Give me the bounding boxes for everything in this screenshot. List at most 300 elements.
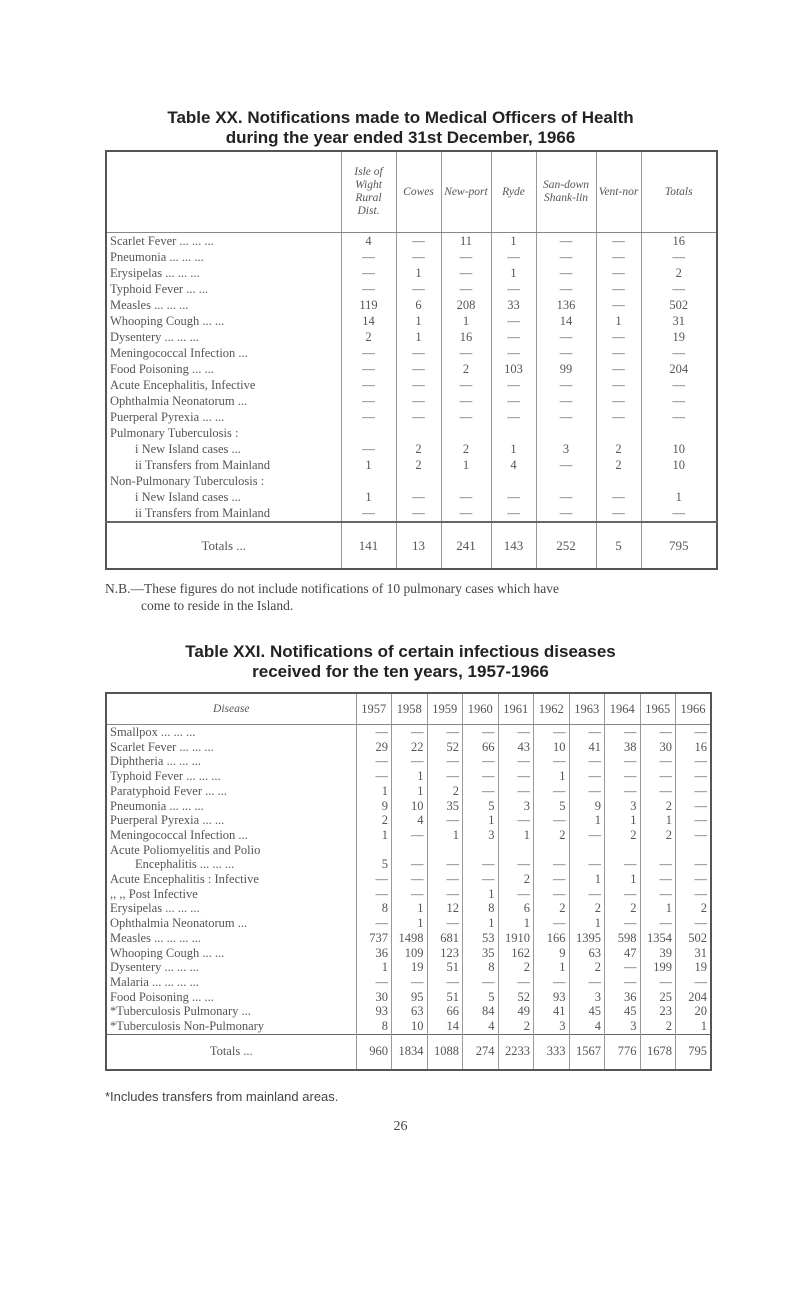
title-line: Table XX. Notifications made to Medical Officers of Health	[167, 108, 634, 127]
cell-value	[640, 843, 676, 858]
total-value: 1567	[569, 1034, 605, 1070]
table-row	[106, 769, 711, 784]
cell-value: 1	[676, 1019, 712, 1034]
row-label: ,, ,, Post Infective	[110, 886, 198, 901]
column-header: Vent-nor	[596, 151, 641, 233]
cell-value: —	[356, 725, 392, 740]
cell-value: 2	[441, 361, 491, 377]
cell-value: 10	[641, 457, 717, 473]
column-header: Totals	[641, 151, 717, 233]
table20-title	[0, 108, 801, 148]
cell-value: —	[396, 505, 441, 522]
cell-value: 1	[356, 784, 392, 799]
column-header: 1960	[463, 693, 499, 725]
cell-value: —	[569, 828, 605, 843]
cell-value: 2	[640, 1019, 676, 1034]
cell-value: —	[341, 249, 396, 265]
table-row	[106, 1019, 711, 1034]
cell-value: 1	[491, 441, 536, 457]
cell-value	[396, 425, 441, 441]
total-value: 1834	[392, 1034, 428, 1070]
table-row	[106, 505, 717, 522]
row-label: i New Island cases ...	[135, 490, 241, 504]
cell-value	[392, 843, 428, 858]
row-label: Meningococcal Infection ...	[110, 827, 248, 842]
cell-value: 10	[641, 441, 717, 457]
cell-value	[536, 425, 596, 441]
cell-value: —	[356, 872, 392, 887]
total-value: 274	[463, 1034, 499, 1070]
row-label: Acute Poliomyelitis and Polio	[110, 842, 261, 857]
cell-value: 737	[356, 931, 392, 946]
cell-value: 1	[392, 784, 428, 799]
cell-value: 49	[498, 1004, 534, 1019]
cell-value: —	[676, 857, 712, 872]
cell-value: —	[676, 916, 712, 931]
cell-value: 3	[536, 441, 596, 457]
column-header: 1961	[498, 693, 534, 725]
cell-value: —	[356, 916, 392, 931]
cell-value: 30	[356, 990, 392, 1005]
cell-value	[427, 843, 463, 858]
cell-value: —	[569, 975, 605, 990]
table-row	[106, 725, 711, 740]
cell-value: —	[356, 887, 392, 902]
column-header: Disease	[106, 693, 356, 725]
cell-value: 84	[463, 1004, 499, 1019]
table-row	[106, 946, 711, 961]
cell-value: —	[491, 377, 536, 393]
table-row	[106, 233, 717, 250]
cell-value: 204	[676, 990, 712, 1005]
cell-value: —	[534, 754, 570, 769]
cell-value: 1	[396, 265, 441, 281]
footnote: *Includes transfers from mainland areas.	[105, 1089, 339, 1104]
cell-value: —	[341, 441, 396, 457]
row-label: Non-Pulmonary Tuberculosis :	[110, 474, 265, 488]
cell-value: 1	[498, 916, 534, 931]
cell-value: 51	[427, 960, 463, 975]
table-row	[106, 281, 717, 297]
column-header: 1964	[605, 693, 641, 725]
cell-value: —	[536, 393, 596, 409]
cell-value: 2	[596, 457, 641, 473]
cell-value: —	[676, 754, 712, 769]
cell-value: —	[536, 249, 596, 265]
cell-value: —	[341, 377, 396, 393]
cell-value: 2	[605, 828, 641, 843]
cell-value: —	[341, 281, 396, 297]
column-header: New-port	[441, 151, 491, 233]
cell-value: —	[396, 249, 441, 265]
cell-value: 16	[641, 233, 717, 250]
table-row	[106, 297, 717, 313]
cell-value: —	[498, 857, 534, 872]
cell-value: —	[392, 754, 428, 769]
cell-value: —	[536, 377, 596, 393]
cell-value: —	[498, 887, 534, 902]
cell-value: 95	[392, 990, 428, 1005]
cell-value: 43	[498, 740, 534, 755]
cell-value: —	[498, 975, 534, 990]
cell-value: —	[441, 265, 491, 281]
cell-value: 23	[640, 1004, 676, 1019]
cell-value: 1	[392, 916, 428, 931]
row-label: Encephalitis ... ... ...	[135, 857, 235, 872]
cell-value: —	[392, 872, 428, 887]
cell-value: 208	[441, 297, 491, 313]
cell-value: 19	[641, 329, 717, 345]
cell-value: 166	[534, 931, 570, 946]
cell-value: —	[676, 887, 712, 902]
cell-value: —	[536, 281, 596, 297]
table-row	[106, 916, 711, 931]
cell-value: —	[498, 754, 534, 769]
cell-value: 1	[641, 489, 717, 505]
cell-value: 16	[676, 740, 712, 755]
cell-value: —	[463, 857, 499, 872]
row-label: Dysentery ... ... ...	[110, 960, 199, 975]
cell-value: —	[392, 975, 428, 990]
table-row	[106, 489, 717, 505]
row-label: Pneumonia ... ... ...	[110, 798, 204, 813]
cell-value: —	[640, 916, 676, 931]
cell-value: —	[534, 975, 570, 990]
cell-value: 119	[341, 297, 396, 313]
cell-value: —	[641, 409, 717, 425]
cell-value: —	[396, 345, 441, 361]
cell-value: —	[605, 975, 641, 990]
row-label: Ophthalmia Neonatorum ...	[110, 394, 248, 408]
cell-value: 2	[605, 901, 641, 916]
cell-value: 1	[356, 828, 392, 843]
cell-value: —	[392, 887, 428, 902]
table-row	[106, 377, 717, 393]
cell-value: —	[640, 784, 676, 799]
cell-value: 47	[605, 946, 641, 961]
cell-value: —	[641, 505, 717, 522]
cell-value: —	[427, 857, 463, 872]
cell-value: —	[605, 857, 641, 872]
cell-value: 1	[498, 828, 534, 843]
cell-value: 3	[534, 1019, 570, 1034]
table-row	[106, 473, 717, 489]
cell-value: —	[341, 361, 396, 377]
cell-value: 1354	[640, 931, 676, 946]
table-row	[106, 425, 717, 441]
cell-value: —	[427, 725, 463, 740]
cell-value: —	[341, 265, 396, 281]
cell-value: 2	[396, 457, 441, 473]
cell-value: 1498	[392, 931, 428, 946]
cell-value: —	[640, 872, 676, 887]
cell-value: 20	[676, 1004, 712, 1019]
total-value: 241	[441, 522, 491, 569]
cell-value	[605, 843, 641, 858]
cell-value: —	[441, 377, 491, 393]
row-label: Pulmonary Tuberculosis :	[110, 426, 239, 440]
column-header: Ryde	[491, 151, 536, 233]
cell-value: —	[605, 769, 641, 784]
cell-value: 681	[427, 931, 463, 946]
cell-value: 1	[463, 916, 499, 931]
cell-value: —	[396, 361, 441, 377]
cell-value: —	[491, 313, 536, 329]
cell-value: —	[641, 393, 717, 409]
cell-value: 1	[640, 813, 676, 828]
cell-value: —	[463, 769, 499, 784]
row-label: Diphtheria ... ... ...	[110, 754, 201, 769]
cell-value	[596, 473, 641, 489]
title-line: during the year ended 31st December, 1966	[225, 128, 576, 147]
row-label: Whooping Cough ... ...	[110, 314, 225, 328]
table-row	[106, 799, 711, 814]
cell-value: 2	[676, 901, 712, 916]
header-row	[106, 151, 717, 233]
cell-value: 1	[463, 813, 499, 828]
cell-value: —	[491, 409, 536, 425]
cell-value: 2	[498, 1019, 534, 1034]
cell-value: 3	[569, 990, 605, 1005]
cell-value: 19	[676, 960, 712, 975]
row-label: ii Transfers from Mainland	[135, 506, 271, 520]
cell-value: —	[441, 505, 491, 522]
cell-value: —	[534, 887, 570, 902]
cell-value: 502	[641, 297, 717, 313]
cell-value: 1	[341, 457, 396, 473]
total-value: 795	[641, 522, 717, 569]
cell-value: —	[641, 345, 717, 361]
cell-value: —	[536, 345, 596, 361]
table-row	[106, 441, 717, 457]
cell-value: 11	[441, 233, 491, 250]
cell-value: —	[641, 377, 717, 393]
cell-value	[534, 843, 570, 858]
cell-value: 2	[498, 872, 534, 887]
cell-value: 8	[463, 901, 499, 916]
cell-value: 1910	[498, 931, 534, 946]
cell-value: —	[676, 975, 712, 990]
cell-value: 3	[605, 799, 641, 814]
cell-value: —	[596, 265, 641, 281]
cell-value	[441, 425, 491, 441]
table-row	[106, 249, 717, 265]
row-label: Typhoid Fever ... ...	[110, 282, 209, 296]
column-header: 1958	[392, 693, 428, 725]
cell-value: —	[491, 393, 536, 409]
cell-value: —	[676, 769, 712, 784]
cell-value: —	[463, 725, 499, 740]
cell-value: —	[441, 345, 491, 361]
row-label: Paratyphoid Fever ... ...	[110, 783, 227, 798]
cell-value: —	[498, 784, 534, 799]
cell-value: —	[605, 754, 641, 769]
cell-value: —	[640, 725, 676, 740]
cell-value: 3	[463, 828, 499, 843]
cell-value: —	[356, 769, 392, 784]
cell-value: 30	[640, 740, 676, 755]
cell-value: —	[534, 725, 570, 740]
cell-value: 5	[463, 990, 499, 1005]
cell-value: —	[605, 784, 641, 799]
cell-value: 1	[491, 233, 536, 250]
total-value: 143	[491, 522, 536, 569]
cell-value: —	[676, 813, 712, 828]
cell-value: 1	[569, 813, 605, 828]
cell-value: 12	[427, 901, 463, 916]
cell-value: 1	[534, 960, 570, 975]
cell-value: 4	[569, 1019, 605, 1034]
cell-value: 45	[605, 1004, 641, 1019]
table-row	[106, 975, 711, 990]
cell-value: —	[640, 887, 676, 902]
cell-value: —	[536, 457, 596, 473]
cell-value: 5	[534, 799, 570, 814]
cell-value	[491, 473, 536, 489]
cell-value: —	[396, 233, 441, 250]
cell-value: 2	[641, 265, 717, 281]
cell-value: —	[341, 393, 396, 409]
cell-value: 2	[640, 828, 676, 843]
cell-value: 9	[569, 799, 605, 814]
table-xx	[105, 150, 718, 570]
column-header: 1965	[640, 693, 676, 725]
cell-value: 2	[534, 901, 570, 916]
row-label: Food Poisoning ... ...	[110, 362, 214, 376]
row-label: Measles ... ... ... ...	[110, 930, 201, 945]
table-row	[106, 329, 717, 345]
cell-value: —	[596, 281, 641, 297]
cell-value: —	[640, 975, 676, 990]
cell-value: —	[392, 725, 428, 740]
cell-value: 45	[569, 1004, 605, 1019]
cell-value: —	[427, 754, 463, 769]
cell-value: 14	[341, 313, 396, 329]
cell-value	[641, 425, 717, 441]
cell-value: 9	[356, 799, 392, 814]
cell-value: 199	[640, 960, 676, 975]
cell-value: 99	[536, 361, 596, 377]
cell-value: 1	[605, 872, 641, 887]
cell-value: —	[640, 769, 676, 784]
cell-value: 66	[463, 740, 499, 755]
cell-value: —	[491, 345, 536, 361]
cell-value: 22	[392, 740, 428, 755]
cell-value: 5	[463, 799, 499, 814]
total-value: 1088	[427, 1034, 463, 1070]
cell-value	[463, 843, 499, 858]
table-row	[106, 960, 711, 975]
cell-value: 93	[356, 1004, 392, 1019]
total-value: 795	[676, 1034, 712, 1070]
cell-value: —	[569, 857, 605, 872]
cell-value: 2	[640, 799, 676, 814]
cell-value: 63	[569, 946, 605, 961]
cell-value: —	[392, 857, 428, 872]
total-value: 333	[534, 1034, 570, 1070]
column-header: 1959	[427, 693, 463, 725]
cell-value: 1	[640, 901, 676, 916]
cell-value: —	[569, 784, 605, 799]
row-label: Pneumonia ... ... ...	[110, 250, 204, 264]
table-row	[106, 828, 711, 843]
column-header: Cowes	[396, 151, 441, 233]
cell-value: 2	[596, 441, 641, 457]
table-row	[106, 990, 711, 1005]
cell-value: 8	[356, 1019, 392, 1034]
cell-value: 1	[427, 828, 463, 843]
cell-value	[498, 843, 534, 858]
total-value: 776	[605, 1034, 641, 1070]
cell-value: 4	[392, 813, 428, 828]
cell-value: 109	[392, 946, 428, 961]
cell-value	[491, 425, 536, 441]
header-blank	[106, 151, 341, 233]
cell-value: 1	[441, 313, 491, 329]
cell-value: —	[498, 813, 534, 828]
header-row	[106, 693, 711, 725]
cell-value: 2	[441, 441, 491, 457]
cell-value: —	[341, 345, 396, 361]
cell-value: 162	[498, 946, 534, 961]
row-label: Malaria ... ... ... ...	[110, 974, 199, 989]
cell-value: —	[596, 345, 641, 361]
cell-value: —	[605, 916, 641, 931]
cell-value: 1395	[569, 931, 605, 946]
cell-value: 39	[640, 946, 676, 961]
cell-value: —	[596, 489, 641, 505]
cell-value: —	[596, 249, 641, 265]
cell-value: 6	[396, 297, 441, 313]
row-label: i New Island cases ...	[135, 442, 241, 456]
cell-value: 1	[396, 329, 441, 345]
cell-value: 1	[569, 916, 605, 931]
totals-label: Totals ...	[106, 1034, 356, 1070]
table-xxi	[105, 692, 712, 1071]
cell-value: —	[596, 297, 641, 313]
table-row	[106, 754, 711, 769]
total-value: 141	[341, 522, 396, 569]
cell-value: 9	[534, 946, 570, 961]
cell-value: —	[491, 281, 536, 297]
row-label: Dysentery ... ... ...	[110, 330, 199, 344]
note-line: come to reside in the Island.	[141, 598, 294, 613]
cell-value: 14	[536, 313, 596, 329]
cell-value: 1	[396, 313, 441, 329]
cell-value: —	[536, 489, 596, 505]
cell-value: —	[498, 769, 534, 784]
totals-label: Totals ...	[106, 522, 341, 569]
cell-value: —	[427, 887, 463, 902]
cell-value: 598	[605, 931, 641, 946]
cell-value: 52	[498, 990, 534, 1005]
cell-value: 6	[498, 901, 534, 916]
cell-value: —	[463, 975, 499, 990]
nb-note	[105, 580, 559, 614]
table-row	[106, 813, 711, 828]
cell-value: 41	[569, 740, 605, 755]
cell-value: 4	[463, 1019, 499, 1034]
cell-value: —	[441, 409, 491, 425]
total-value: 5	[596, 522, 641, 569]
row-label: *Tuberculosis Non-Pulmonary	[110, 1019, 265, 1034]
cell-value: 10	[534, 740, 570, 755]
cell-value: —	[569, 725, 605, 740]
row-label: Puerperal Pyrexia ... ...	[110, 410, 225, 424]
cell-value: 4	[341, 233, 396, 250]
cell-value: 2	[341, 329, 396, 345]
cell-value: —	[396, 281, 441, 297]
